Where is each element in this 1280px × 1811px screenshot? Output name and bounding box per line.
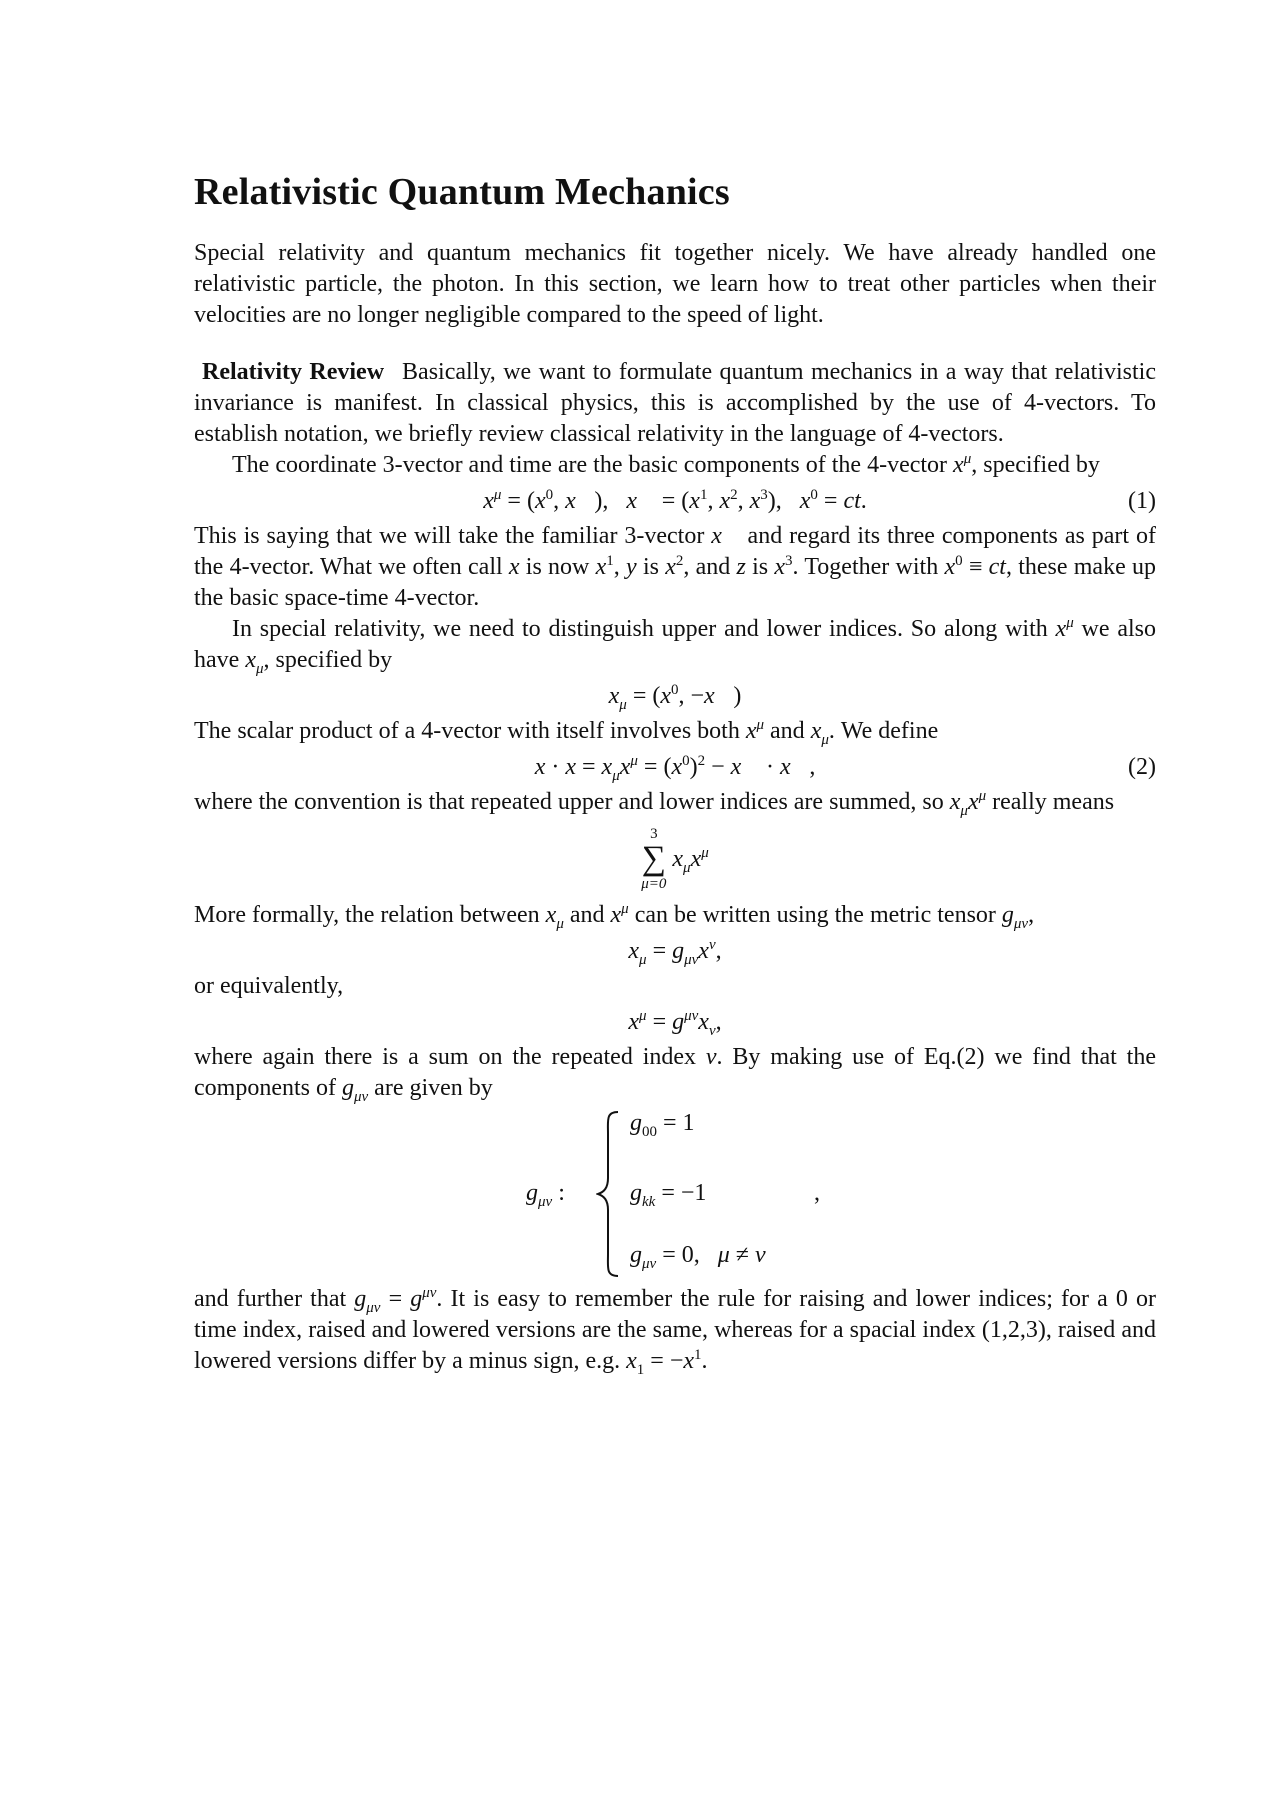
section-paragraph-9: where again there is a sum on the repeated index ν. By making use of Eq.(2) we find that the components of $g_{\mu\nu}$ are given by	[194, 1044, 1156, 1105]
section-paragraph-10: and further that $g_{\mu\nu} = g^{\mu\nu}$. It is easy to remember the rule for raising and lower indices; for a 0 or time index, raised and lowered versions are the same, whereas for a spacial index (1,2,3), raised and lowered versions differ by a minus sign, e.g. $x_1 = -x^1$.	[194, 1285, 1156, 1378]
equation-lower-index: $x_\mu = (x^0$, −x⃗)	[608, 682, 742, 713]
intro-paragraph: Special relativity and quantum mechanics fit together nicely. We have already handled one relativistic particle, the photon. In this section, we learn how to treat other particles when their velocities are no longer negligible compared to the speed of light.	[194, 240, 1156, 328]
section-paragraph-8: or equivalently,	[194, 973, 344, 999]
section-paragraph-4: In special relativity, we need to distinguish upper and lower indices. So along with $x^\mu$ we also have $x_\mu$, specified by	[194, 615, 1156, 677]
metric-row-00: $g_{00} = 1$	[630, 1110, 695, 1140]
left-brace	[596, 1108, 622, 1280]
section-paragraph-6: where the convention is that repeated upper and lower indices are summed, so $x_\mu x^\mu$ really means	[194, 788, 1115, 819]
sigma-symbol: 3 ∑ μ=0	[641, 826, 667, 892]
section-paragraph-2: The coordinate 3-vector and time are the basic components of the 4-vector $x^\mu$, specified by	[232, 451, 1100, 478]
section-heading: Relativity Review	[202, 359, 385, 385]
page-title: Relativistic Quantum Mechanics	[194, 171, 730, 213]
equation-2: $x \cdot x = x_\mu x^\mu = (x^0)^2$ − x⃗ · x⃗, (2)	[194, 747, 1156, 787]
metric-row-offdiag: $g_{\mu\nu} = 0$, μ ≠ ν	[630, 1242, 766, 1272]
summation-equation: 3 ∑ μ=0 $x_\mu x^\mu$	[641, 826, 709, 892]
section-paragraph-1: Relativity Review Basically, we want to formulate quantum mechanics in a way that relativistic invariance is manifest. In classical physics, this is accomplished by the use of 4-vectors. To establish notation, we briefly review classical relativity in the language of 4-vectors.	[194, 359, 1156, 447]
equation-number: (2)	[1128, 754, 1156, 780]
paper-page	[194, 170, 1156, 1377]
metric-components: $g_{\mu\nu}$ : $g_{00} = 1$ $g_{kk} = -1$ $g_{\mu\nu} = 0$, μ ≠ ν ,	[194, 1108, 1156, 1280]
equation-metric-lower: $x_\mu = g_{\mu\nu}x^\nu$,	[628, 937, 722, 968]
section-paragraph-5: The scalar product of a 4-vector with itself involves both $x^\mu$ and $x_\mu$. We define	[194, 717, 939, 748]
metric-row-kk: $g_{kk} = -1$	[630, 1180, 707, 1210]
equation-1: $x^\mu = (x^0$, x⃗), x⃗ = ($x^1$, $x^2$, $x^3$), $x^0$ = ct. (1)	[194, 481, 1156, 521]
equation-number: (1)	[1128, 488, 1156, 514]
section-paragraph-7: More formally, the relation between $x_\mu$ and $x^\mu$ can be written using the metric tensor $g_{\mu\nu}$,	[194, 901, 1035, 932]
equation-metric-upper: $x^\mu = g^{\mu\nu}x_\nu$,	[628, 1008, 722, 1039]
section-paragraph-3: This is saying that we will take the familiar 3-vector x⃗ and regard its three components as part of the 4-vector. What we often call x is now $x^1$, y is $x^2$, and z is $x^3$. Together with $x^0$ ≡ ct, these make up the basic space-time 4-vector.	[194, 523, 1157, 611]
